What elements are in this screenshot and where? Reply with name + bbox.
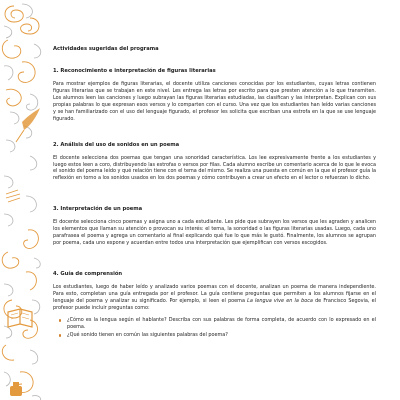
section-heading: 2. Análisis del uso de sonidos en un poema: [53, 141, 180, 148]
section-4: [53, 271, 376, 339]
quill-pen-icon: [16, 108, 40, 142]
poem-title: La lengua vive en la boca: [247, 298, 313, 305]
section-body: El docente selecciona dos poemas que tengan una sonoridad característica. Los lee expresivamente frente a los estudiantes y luego estos leen a coro, distribuyendo las estrofas o versos por filas. Cada alumno escribe un comentario acerca de lo que le evoca el sonido del poema leído y qué relación tiene con el tema del mismo. Se realiza una puesta en común en la que el profesor guía la reflexión en torno a los sonidos usados en los dos poemas y cómo contribuyen a crear un efecto en el lector o refuerzan lo dicho.: [53, 154, 376, 182]
question-list: [59, 317, 376, 339]
list-item: ¿Cómo es la lengua según el hablante? Describa con sus palabras de forma completa, de acuerdo con lo expresado en el poema.: [59, 317, 376, 331]
section-1: [53, 68, 376, 123]
section-heading: 3. Interpretación de un poema: [53, 206, 143, 213]
section-body: El docente selecciona cinco poemas y asigna uno a cada estudiante. Les pide que subrayen los versos que les agraden y analicen los elementos que llaman su atención o provocan su interés: el tema, la sonoridad o las figuras literarias usadas. Luego, cada uno parafrasea el poema y agrega un comentario al final explicando qué fue lo que más le gustó. Finalmente, los alumnos se agrupan por poema, cada uno expone y acuerdan entre todos una interpretación que ejemplifican con versos escogidos.: [53, 219, 376, 247]
section-body: Los estudiantes, luego de haber leído y analizado varios poemas con el docente, analizan un poema de manera independiente. Para esto, completan una guía entregada por el profesor. La guía contiene preguntas que permiten a los alumnos fijarse en el lenguaje del poema y analizar su significado. Por ejemplo, si leen el poema La lengua vive en la boca de Francisco Segovia, el profesor puede incluir preguntas como:: [53, 284, 376, 311]
section-heading: 4. Guía de comprensión: [53, 271, 123, 278]
section-body: Para mostrar ejemplos de figuras literarias, el docente utiliza canciones conocidas por los estudiantes, cuyas letras contienen figuras literarias que se trabajan en este nivel. Les entrega las letras por escrito para que presten atención a lo que transmiten. Los alumnos leen las canciones y luego subrayan las figuras literarias estudiadas, las clasifican y las interpretan. Explican con sus propias palabras lo que expresan esos versos y lo comparten con el curso. Una vez que los estudiantes han leído varias canciones y se han familiarizado con el uso del lenguaje figurado, el profesor les solicita que escriban una estrofa en la que se use lenguaje figurado.: [53, 80, 376, 122]
page-title: Actividades sugeridas del programa: [53, 46, 159, 52]
section-3: [53, 206, 376, 247]
section-2: [53, 142, 376, 183]
document-body: [53, 34, 376, 340]
list-item: ¿Qué sonido tienen en común las siguientes palabras del poema?: [59, 332, 376, 339]
lines-doodle: [6, 190, 20, 202]
decorative-border: [0, 0, 44, 400]
section-heading: 1. Reconocimiento e interpretación de figuras literarias: [53, 67, 216, 74]
